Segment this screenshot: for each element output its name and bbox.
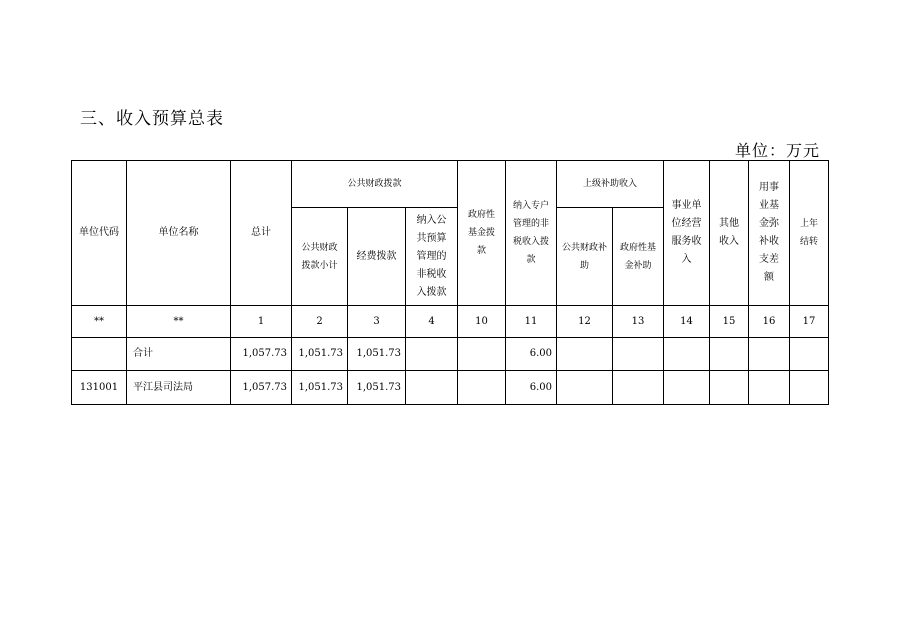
cell-name: 合计 — [127, 338, 231, 371]
header-unit-code: 单位代码 — [72, 161, 127, 306]
cell-carryover — [790, 338, 829, 371]
cell-gov-fund — [458, 371, 506, 405]
cell-operating: 1,051.73 — [348, 371, 406, 405]
cell-sup-public — [557, 371, 613, 405]
header-total: 总计 — [231, 161, 292, 306]
unit-label: 单位：万元 — [734, 141, 820, 160]
header-non-tax-budget: 纳入公共预算管理的非税收入拨款 — [406, 208, 458, 306]
cell-code: 131001 — [72, 371, 127, 405]
index-cell: 12 — [557, 306, 613, 338]
budget-table — [71, 160, 829, 405]
index-cell: 3 — [348, 306, 406, 338]
header-superior-subsidy: 上级补助收入 — [557, 161, 664, 208]
cell-code — [72, 338, 127, 371]
index-cell: 14 — [664, 306, 710, 338]
cell-total: 1,057.73 — [231, 371, 292, 405]
cell-non-tax — [406, 371, 458, 405]
cell-sup-gov — [613, 371, 664, 405]
cell-sup-gov — [613, 338, 664, 371]
cell-reserve — [749, 338, 790, 371]
cell-subtotal: 1,051.73 — [292, 371, 348, 405]
cell-business — [664, 338, 710, 371]
header-other-income: 其他收入 — [710, 161, 749, 306]
cell-special: 6.00 — [506, 338, 557, 371]
index-cell: ** — [127, 306, 231, 338]
header-unit-name: 单位名称 — [127, 161, 231, 306]
header-reserve-fund: 用事业基金弥补收支差额 — [749, 161, 790, 306]
cell-business — [664, 371, 710, 405]
cell-special: 6.00 — [506, 371, 557, 405]
cell-reserve — [749, 371, 790, 405]
header-special-account: 纳入专户管理的非税收入拨款 — [506, 161, 557, 306]
cell-name: 平江县司法局 — [127, 371, 231, 405]
header-superior-gov-fund: 政府性基金补助 — [613, 208, 664, 306]
cell-total: 1,057.73 — [231, 338, 292, 371]
index-cell: 11 — [506, 306, 557, 338]
header-carryover: 上年结转 — [790, 161, 829, 306]
header-public-finance: 公共财政拨款 — [292, 161, 458, 208]
table-row — [72, 371, 829, 405]
cell-subtotal: 1,051.73 — [292, 338, 348, 371]
index-cell: 10 — [458, 306, 506, 338]
table-row — [72, 338, 829, 371]
cell-other — [710, 338, 749, 371]
index-cell: 17 — [790, 306, 829, 338]
index-cell: 4 — [406, 306, 458, 338]
cell-non-tax — [406, 338, 458, 371]
index-cell: ** — [72, 306, 127, 338]
cell-carryover — [790, 371, 829, 405]
header-operating-funds: 经费拨款 — [348, 208, 406, 306]
index-cell: 13 — [613, 306, 664, 338]
page-title: 三、收入预算总表 — [80, 109, 224, 129]
cell-other — [710, 371, 749, 405]
header-gov-fund: 政府性基金拨款 — [458, 161, 506, 306]
header-superior-public: 公共财政补助 — [557, 208, 613, 306]
index-cell: 2 — [292, 306, 348, 338]
cell-sup-public — [557, 338, 613, 371]
index-cell: 1 — [231, 306, 292, 338]
header-public-finance-subtotal: 公共财政拨款小计 — [292, 208, 348, 306]
index-cell: 16 — [749, 306, 790, 338]
cell-gov-fund — [458, 338, 506, 371]
index-cell: 15 — [710, 306, 749, 338]
header-business-service: 事业单位经营服务收入 — [664, 161, 710, 306]
cell-operating: 1,051.73 — [348, 338, 406, 371]
